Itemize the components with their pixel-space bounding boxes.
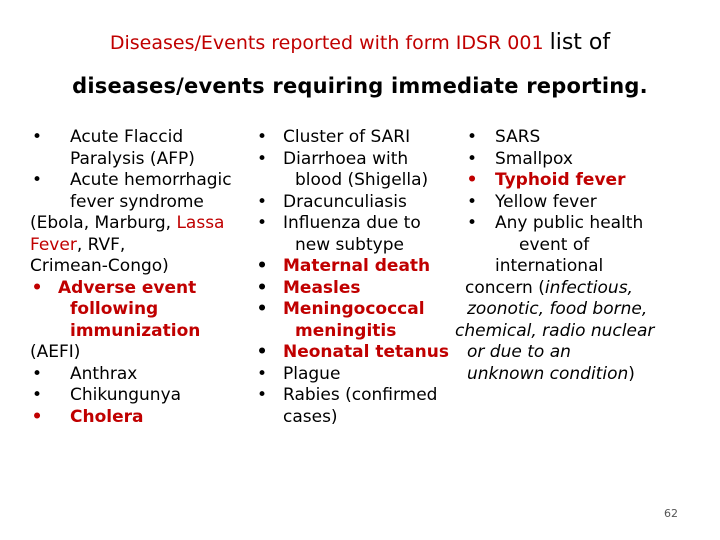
list-item-ahf-cont: Fever, RVF, (30, 234, 126, 255)
list-item-dracunculiasis: • Dracunculiasis (256, 191, 407, 212)
title-black-text: list of (549, 30, 611, 55)
bullet: • (256, 148, 268, 169)
bullet: • (256, 277, 268, 298)
list-item-phe-cont: or due to an (467, 342, 571, 362)
list-item-anthrax: • Anthrax (31, 363, 138, 384)
list-item-diarrhoea: • Diarrhoea with (256, 148, 409, 169)
list-item-phe-cont: zoonotic, food borne, (467, 299, 648, 319)
bullet: • (256, 363, 268, 384)
bullet: • (256, 385, 268, 405)
bullet: • (466, 170, 478, 190)
bullet: • (256, 191, 268, 212)
list-item-phe-cont: event of (519, 234, 590, 255)
bullet: • (31, 127, 43, 147)
list-item-ahf-cont: fever syndrome (70, 191, 204, 212)
bullet: • (466, 191, 478, 212)
bullet: • (256, 299, 268, 319)
list-item-yellow-fever: • Yellow fever (466, 191, 597, 212)
list-item-diarrhoea-cont: blood (Shigella) (295, 170, 429, 190)
bullet: • (31, 277, 43, 298)
page-number: 62 (664, 507, 678, 520)
bullet: • (31, 406, 43, 427)
bullet: • (31, 170, 43, 190)
list-item-sari: • Cluster of SARI (256, 127, 411, 147)
list-item-public-health-event: • Any public health (466, 213, 644, 233)
bullet: • (466, 127, 478, 147)
bullet: • (466, 213, 478, 233)
bullet: • (31, 385, 43, 405)
list-item-ahf: • Acute hemorrhagic (31, 170, 232, 190)
list-item-maternal-death: • Maternal death (256, 256, 431, 276)
list-item-chikungunya: • Chikungunya (31, 385, 182, 405)
list-item-phe-cont: concern (infectious, (465, 277, 633, 298)
list-item-smallpox: • Smallpox (466, 148, 573, 169)
list-item-aefi: • Adverse event (31, 277, 197, 298)
disease-column-2 (255, 127, 455, 428)
list-item-aefi-cont: (AEFI) (30, 342, 81, 362)
bullet: • (256, 256, 268, 276)
list-item-ahf-cont: Crimean-Congo) (30, 256, 169, 276)
list-item-ahf-cont: (Ebola, Marburg, Lassa (30, 213, 225, 233)
list-item-plague: • Plague (256, 363, 341, 384)
list-item-phe-cont: unknown condition) (467, 363, 635, 384)
slide-title-line2: diseases/events requiring immediate reporting. (72, 74, 648, 98)
list-item-influenza-cont: new subtype (295, 234, 404, 255)
list-item-meningococcal-cont: meningitis (295, 320, 397, 341)
disease-column-3 (455, 127, 690, 385)
bullet: • (256, 127, 268, 147)
bullet: • (466, 148, 478, 169)
list-item-aefi-cont: immunization (70, 320, 201, 341)
title-red-text: Diseases/Events reported with form IDSR 001 (109, 32, 544, 54)
disease-column-1 (30, 127, 255, 428)
bullet: • (256, 342, 268, 362)
list-item-rabies: • Rabies (confirmed (256, 385, 438, 405)
list-item-phe-cont: international (495, 256, 604, 276)
list-item-cholera: • Cholera (31, 406, 144, 427)
list-item-influenza: • Influenza due to (256, 213, 421, 233)
list-item-typhoid: • Typhoid fever (466, 170, 626, 190)
slide-title-line1 (0, 30, 720, 55)
list-item-neonatal-tetanus: • Neonatal tetanus (256, 342, 449, 362)
list-item-phe-cont: chemical, radio nuclear (455, 320, 655, 341)
list-item-afp: • Acute Flaccid (31, 127, 184, 147)
list-item-aefi-cont: following (70, 299, 159, 319)
list-item-rabies-cont: cases) (283, 406, 338, 427)
bullet: • (31, 363, 43, 384)
list-item-meningococcal: • Meningococcal (256, 299, 425, 319)
list-item-afp-cont: Paralysis (AFP) (70, 148, 195, 169)
bullet: • (256, 213, 268, 233)
list-item-measles: • Measles (256, 277, 361, 298)
list-item-sars: • SARS (466, 127, 541, 147)
